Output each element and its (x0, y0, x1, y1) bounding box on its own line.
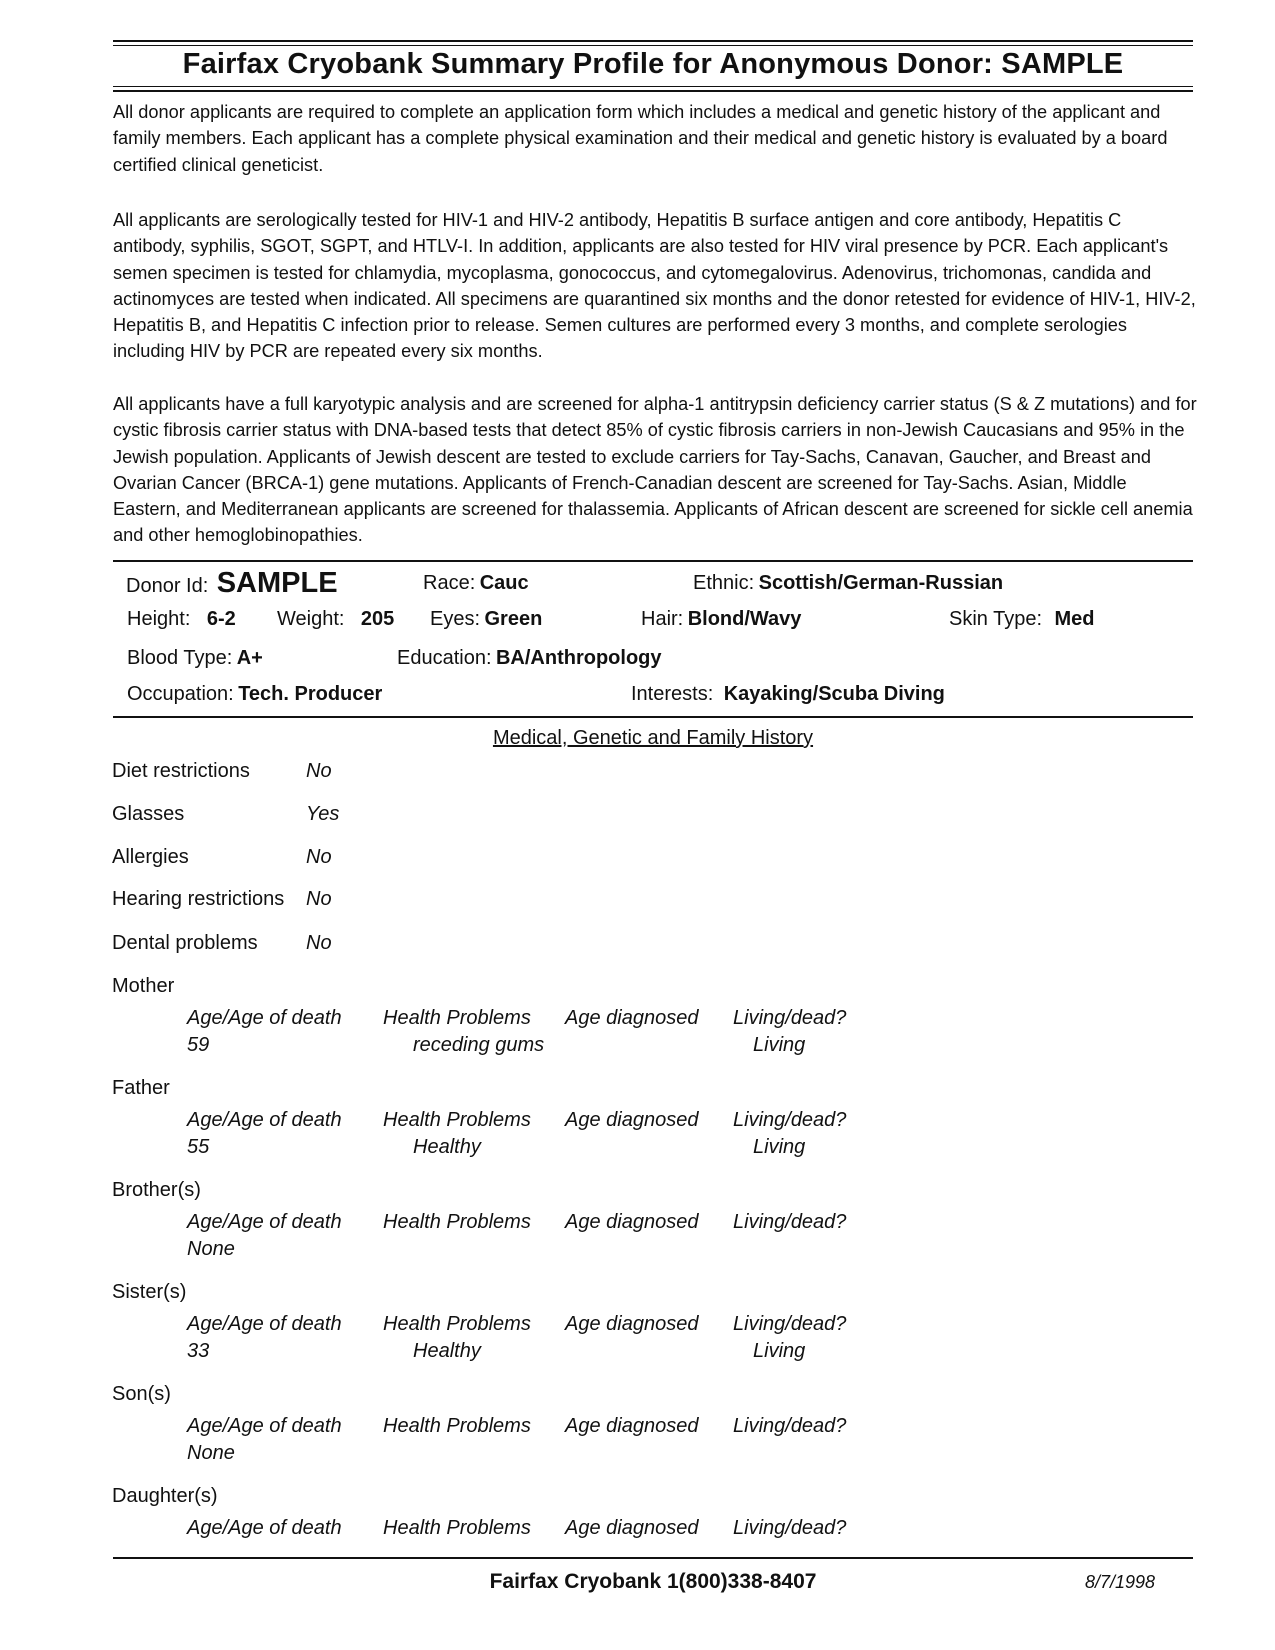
header-rule-top-1 (113, 40, 1193, 42)
column-header-living: Living/dead? (733, 1211, 847, 1233)
eyes-value: Green (484, 608, 543, 630)
column-header-health: Health Problems (383, 1517, 531, 1539)
occupation-label: Occupation: (127, 683, 234, 705)
page-title: Fairfax Cryobank Summary Profile for Anonymous Donor: SAMPLE (182, 48, 1124, 80)
donor-block-rule-top (113, 560, 1193, 562)
column-header-living: Living/dead? (733, 1007, 847, 1029)
question-label: Hearing restrictions (112, 888, 285, 910)
column-header-living: Living/dead? (733, 1415, 847, 1437)
column-header-diagnosed: Age diagnosed (565, 1313, 699, 1335)
height-field (127, 608, 236, 631)
history-section-title (113, 727, 1193, 750)
column-header-health: Health Problems (383, 1007, 531, 1029)
column-header-age: Age/Age of death (187, 1415, 342, 1437)
column-header-age: Age/Age of death (187, 1211, 342, 1233)
skin-type-label: Skin Type: (949, 608, 1043, 630)
weight-field (277, 608, 394, 631)
question-value: No (306, 760, 332, 782)
header-rule-bottom-1 (113, 86, 1193, 87)
education-value: BA/Anthropology (495, 647, 662, 669)
weight-value: 205 (360, 608, 395, 630)
ethnic-field (693, 572, 1003, 595)
question-label: Diet restrictions (112, 760, 250, 782)
column-header-living: Living/dead? (733, 1517, 847, 1539)
column-header-diagnosed: Age diagnosed (565, 1415, 699, 1437)
interests-label: Interests: (631, 683, 714, 705)
intro-paragraph-2: All applicants are serologically tested for HIV-1 and HIV-2 antibody, Hepatitis B surface antigen and core antibody, Hepatitis C antibody, syphilis, SGOT, SGPT, and HTLV-I. In addition, applicants are also tested for HIV viral presence by PCR. Each applicant's semen specimen is tested for chlamydia, mycoplasma, gonococcus, and cytomegalovirus. Adenovirus, trichomonas, candida and actinomyces are tested when indicated. All specimens are quarantined six months and the donor retested for evidence of HIV-1, HIV-2, Hepatitis B, and Hepatitis C infection prior to release. Semen cultures are performed every 3 months, and complete serologies including HIV by PCR are repeated every six months. (113, 210, 1196, 362)
relative-name-sisters: Sister(s) (112, 1281, 187, 1303)
relative-health: receding gums (413, 1034, 545, 1056)
relative-name-father: Father (112, 1077, 170, 1099)
hair-field (641, 608, 801, 631)
race-value: Cauc (479, 572, 529, 594)
question-value: Yes (306, 803, 340, 825)
column-header-living: Living/dead? (733, 1109, 847, 1131)
skin-type-field (949, 608, 1094, 631)
header-rule-top-2 (113, 45, 1193, 46)
education-label: Education: (397, 647, 492, 669)
relative-living: Living (753, 1340, 806, 1362)
question-value: No (306, 932, 332, 954)
height-label: Height: (127, 608, 191, 630)
column-header-living: Living/dead? (733, 1313, 847, 1335)
column-header-age: Age/Age of death (187, 1109, 342, 1131)
weight-label: Weight: (277, 608, 345, 630)
relative-health: Healthy (413, 1340, 481, 1362)
column-header-health: Health Problems (383, 1211, 531, 1233)
donor-id-field (126, 567, 338, 600)
hair-label: Hair: (641, 608, 684, 630)
column-header-age: Age/Age of death (187, 1007, 342, 1029)
history-section-title-text: Medical, Genetic and Family History (492, 727, 814, 749)
column-header-age: Age/Age of death (187, 1313, 342, 1335)
intro-paragraph-3: All applicants have a full karyotypic analysis and are screened for alpha-1 antitrypsin deficiency carrier status (S & Z mutations) and for cystic fibrosis carrier status with DNA-based tests that detect 85% of cystic fibrosis carriers in non-Jewish Caucasians and 95% in the Jewish population. Applicants of Jewish descent are tested to exclude carriers for Tay-Sachs, Canavan, Gaucher, and Breast and Ovarian Cancer (BRCA-1) gene mutations. Applicants of French-Canadian descent are screened for Tay-Sachs. Asian, Middle Eastern, and Mediterranean applicants are screened for thalassemia. Applicants of African descent are screened for sickle cell anemia and other hemoglobinopathies. (113, 394, 1197, 546)
footer-rule (113, 1557, 1193, 1559)
eyes-field (430, 608, 542, 631)
donor-id-value: SAMPLE (216, 567, 338, 599)
occupation-field (127, 683, 382, 706)
question-value: No (306, 888, 332, 910)
column-header-age: Age/Age of death (187, 1517, 342, 1539)
column-header-health: Health Problems (383, 1109, 531, 1131)
interests-field (631, 683, 945, 706)
relative-age: 33 (187, 1340, 210, 1362)
column-header-health: Health Problems (383, 1313, 531, 1335)
intro-paragraph-1: All donor applicants are required to complete an application form which includes a medical and genetic history of the applicant and family members. Each applicant has a complete physical examination and their medical and genetic history is evaluated by a board certified clinical geneticist. (113, 102, 1168, 175)
column-header-diagnosed: Age diagnosed (565, 1211, 699, 1233)
hair-value: Blond/Wavy (687, 608, 802, 630)
question-label: Allergies (112, 846, 189, 868)
relative-living: Living (753, 1136, 806, 1158)
education-field (397, 647, 662, 670)
column-header-diagnosed: Age diagnosed (565, 1517, 699, 1539)
donor-block-rule-bottom (113, 716, 1193, 718)
race-field (423, 572, 529, 595)
footer-company: Fairfax Cryobank 1(800)338-8407 (489, 1570, 817, 1593)
eyes-label: Eyes: (430, 608, 481, 630)
relative-age: 59 (187, 1034, 210, 1056)
blood-type-field (127, 647, 263, 670)
question-value: No (306, 846, 332, 868)
skin-type-value: Med (1054, 608, 1095, 630)
relative-name-brothers: Brother(s) (112, 1179, 201, 1201)
footer-date: 8/7/1998 (1085, 1572, 1156, 1592)
occupation-value: Tech. Producer (238, 683, 383, 705)
question-label: Glasses (112, 803, 185, 825)
relative-living: Living (753, 1034, 806, 1056)
race-label: Race: (423, 572, 476, 594)
column-header-diagnosed: Age diagnosed (565, 1109, 699, 1131)
relative-health: Healthy (413, 1136, 481, 1158)
relative-name-daughters: Daughter(s) (112, 1485, 218, 1507)
relative-age: 55 (187, 1136, 210, 1158)
ethnic-label: Ethnic: (693, 572, 755, 594)
height-value: 6-2 (206, 608, 236, 630)
donor-id-label: Donor Id: (126, 575, 209, 597)
header-rule-bottom-2 (113, 90, 1193, 92)
interests-value: Kayaking/Scuba Diving (723, 683, 945, 705)
relative-name-sons: Son(s) (112, 1383, 171, 1405)
relative-name-mother: Mother (112, 975, 175, 997)
blood-type-value: A+ (236, 647, 263, 669)
column-header-diagnosed: Age diagnosed (565, 1007, 699, 1029)
column-header-health: Health Problems (383, 1415, 531, 1437)
relative-age: None (187, 1442, 235, 1464)
blood-type-label: Blood Type: (127, 647, 233, 669)
question-label: Dental problems (112, 932, 258, 954)
ethnic-value: Scottish/German-Russian (758, 572, 1004, 594)
relative-age: None (187, 1238, 235, 1260)
